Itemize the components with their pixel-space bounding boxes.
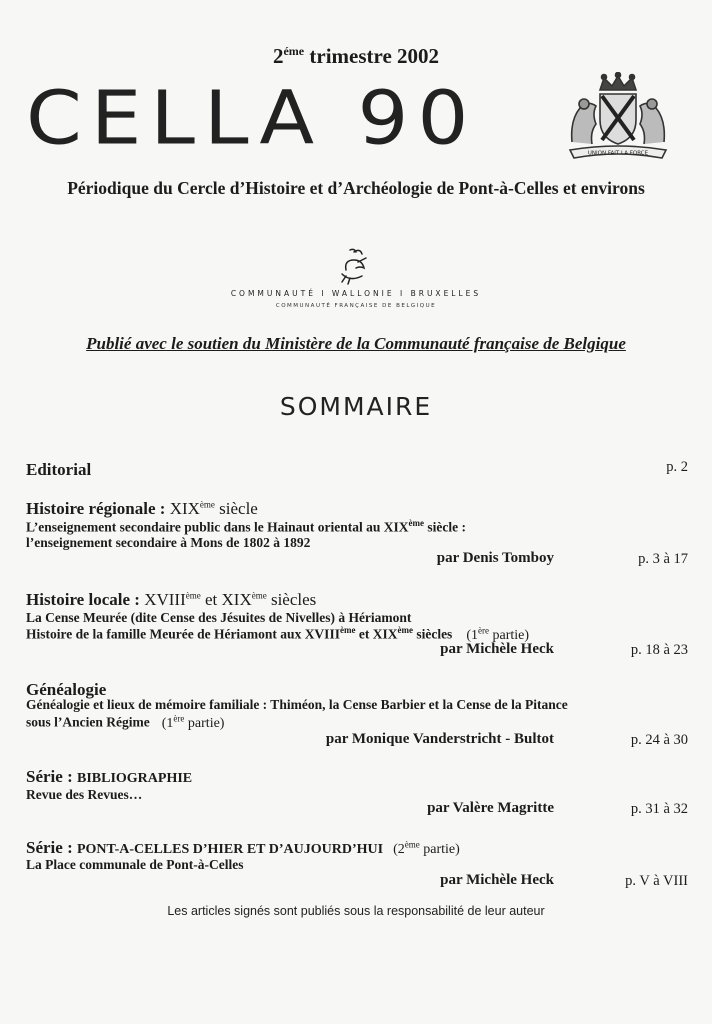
entry-pont-a-celles-author: par Michèle Heck (440, 872, 554, 888)
sponsor-line-1: COMMUNAUTÉ I WALLONIE I BRUXELLES (230, 289, 482, 298)
entry-pont-a-celles-line1: La Place communale de Pont-à-Celles (26, 857, 244, 872)
entry-genealogie-line1: Généalogie et lieux de mémoire familiale : Thiméon, la Cense Barbier et la Cense de la Pitance (26, 697, 568, 712)
entry-genealogie-author: par Monique Vanderstricht - Bultot (325, 731, 554, 747)
entry-histoire-locale-author: par Michèle Heck (440, 641, 554, 657)
sponsor-line-2: COMMUNAUTÉ FRANÇAISE DE BELGIQUE (275, 303, 437, 309)
entry-histoire-regionale-line1: L’enseignement secondaire public dans le Hainaut oriental au XIXème siècle : (26, 518, 467, 535)
entry-histoire-regionale-line2: l’enseignement secondaire à Mons de 1802 à 1892 (26, 535, 311, 550)
entry-editorial-title: Editorial (26, 460, 92, 479)
entry-pont-a-celles-page: p. V à VIII (625, 873, 688, 889)
entry-genealogie-title: Généalogie (26, 680, 107, 699)
entry-bibliographie-line1: Revue des Revues… (26, 787, 143, 802)
entry-histoire-regionale-author: par Denis Tomboy (436, 550, 554, 566)
entry-genealogie-line2: sous l’Ancien Régime (1ère partie) (26, 713, 225, 731)
funding-statement: Publié avec le soutien du Ministère de la Communauté française de Belgique (86, 334, 626, 353)
entry-histoire-regionale-page: p. 3 à 17 (638, 551, 688, 567)
coat-of-arms-icon (562, 72, 674, 162)
entry-editorial-page: p. 2 (666, 459, 688, 475)
rooster-logo-icon (336, 246, 372, 286)
journal-title: CELLA 90 (26, 75, 478, 162)
entry-histoire-locale-line1: La Cense Meurée (dite Cense des Jésuites de Nivelles) à Hériamont (26, 610, 412, 625)
entry-histoire-regionale-title: Histoire régionale : XIXème siècle (26, 499, 258, 518)
entry-histoire-locale-title: Histoire locale : XVIIIème et XIXème siècles (26, 590, 317, 609)
entry-genealogie-page: p. 24 à 30 (630, 732, 688, 748)
entry-histoire-locale-line2: Histoire de la famille Meurée de Hériamont aux XVIIIème et XIXème siècles (1ère partie) (26, 625, 530, 643)
sommaire-heading: SOMMAIRE (279, 392, 433, 421)
subtitle: Périodique du Cercle d’Histoire et d’Archéologie de Pont-à-Celles et environs (67, 178, 645, 198)
entry-bibliographie-author: par Valère Magritte (427, 800, 554, 816)
footer-note: Les articles signés sont publiés sous la responsabilité de leur auteur (167, 904, 545, 918)
entry-pont-a-celles-title: Série : PONT-A-CELLES D’HIER ET D’AUJOURD’HUI (2ème partie) (26, 838, 460, 857)
entry-histoire-locale-page: p. 18 à 23 (630, 642, 688, 658)
entry-bibliographie-title: Série : BIBLIOGRAPHIE (26, 767, 193, 786)
crest-banner-text: UNION FAIT LA FORCE (587, 150, 649, 157)
issue-label: $2^{éme}$ trimestre 2002 (272, 44, 440, 68)
entry-bibliographie-page: p. 31 à 32 (630, 801, 688, 817)
